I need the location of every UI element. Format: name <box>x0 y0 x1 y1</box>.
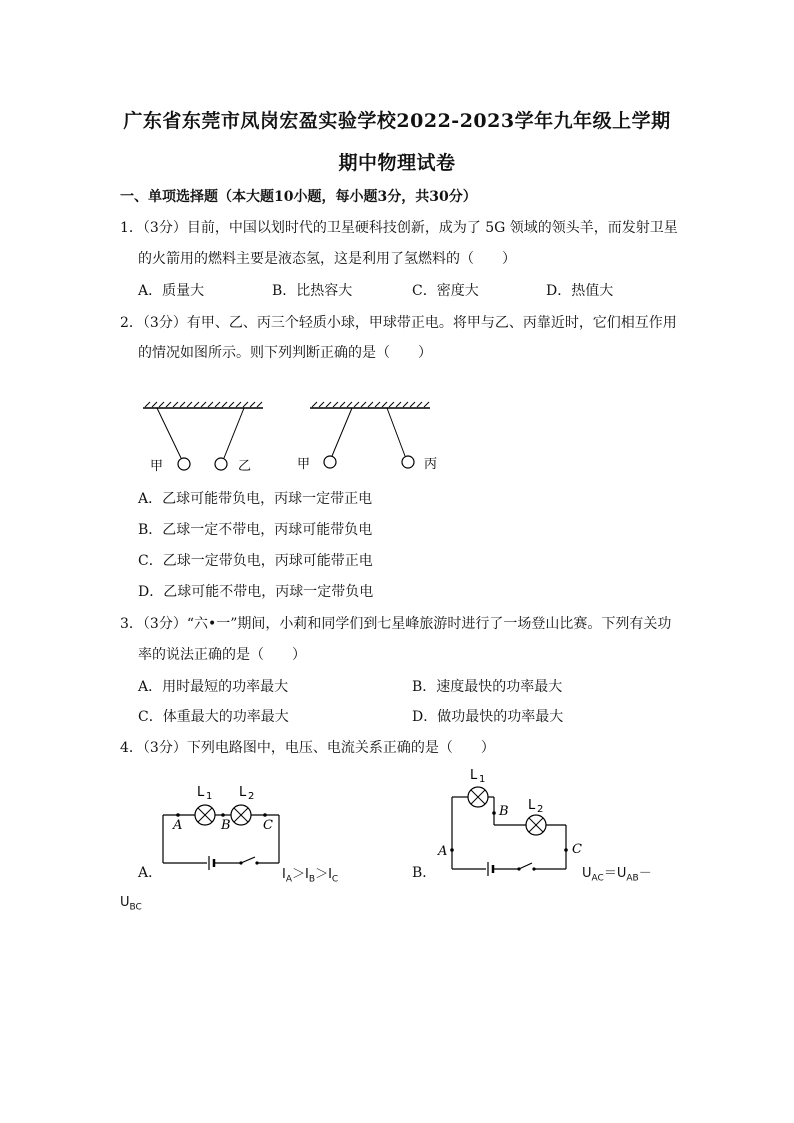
lamp-l1-b <box>468 787 488 807</box>
q3-stem-line2: 率的说法正确的是（ ） <box>138 647 306 663</box>
label-yi: 乙 <box>238 459 252 474</box>
circuit-a-diagram <box>155 775 285 870</box>
lamp-l1 <box>195 805 215 825</box>
point-c-label-b: C <box>572 842 582 857</box>
q1-option-d: D．热值大 <box>546 283 614 299</box>
q2-option-a: A．乙球可能带负电，丙球一定带正电 <box>138 491 373 507</box>
ceiling-right <box>310 402 430 408</box>
l2-label-b: L <box>528 798 536 813</box>
switch-b <box>519 863 532 869</box>
q2-option-b: B．乙球一定不带电，丙球可能带负电 <box>138 522 373 538</box>
q1-stem-line1: 1．（3分）目前，中国以划时代的卫星硬科技创新，成为了 5G 领域的领头羊，而发射卫星 <box>120 220 678 236</box>
l2-sub: 2 <box>248 791 255 802</box>
point-a-label: A <box>173 818 183 833</box>
q4-option-b-label: B． <box>412 865 437 881</box>
q1-option-a: A．质量大 <box>138 283 205 299</box>
ball-jia-right <box>324 456 336 468</box>
circuit-b-diagram <box>430 763 580 878</box>
exam-title-line1: 广东省东莞市凤岗宏盈实验学校2022-2023学年九年级上学期 <box>123 110 671 132</box>
l1-sub: 1 <box>206 791 213 802</box>
l1-label: L <box>197 785 205 800</box>
q3-stem-line1: 3．（3分）“六•一”期间，小莉和同学们到七星峰旅游时进行了一场登山比赛。下列有关功 <box>120 616 672 632</box>
q3-option-d: D．做功最快的功率最大 <box>412 709 564 725</box>
ball-jia-left <box>178 458 190 470</box>
relation-b-part1: $U_{AC}=U_{AB}-$ <box>582 866 652 884</box>
switch <box>241 857 255 863</box>
q2-option-d: D．乙球可能不带电，丙球一定带负电 <box>138 584 374 600</box>
q4-stem-line1: 4．（3分）下列电路图中，电压、电流关系正确的是（ ） <box>120 740 495 756</box>
lamp-l2-b <box>526 815 546 835</box>
label-jia-right: 甲 <box>297 457 311 472</box>
label-bing: 丙 <box>424 457 438 472</box>
label-jia-left: 甲 <box>150 459 164 474</box>
relation-b-part2: $U_{BC}$ <box>120 895 142 913</box>
q1-stem-line2: 的火箭用的燃料主要是液态氢，这是利用了氢燃料的（ ） <box>138 251 516 267</box>
q1-option-c: C．密度大 <box>412 283 479 299</box>
ball-bing <box>402 456 414 468</box>
q2-stem-line1: 2．（3分）有甲、乙、丙三个轻质小球，甲球带正电。将甲与乙、丙靠近时，它们相互作用 <box>120 315 677 331</box>
lamp-l2 <box>231 805 251 825</box>
q2-stem-line2: 的情况如图所示。则下列判断正确的是（ ） <box>138 345 432 361</box>
point-b-label-b: B <box>499 804 509 819</box>
l2-label: L <box>239 785 247 800</box>
ball-yi <box>215 458 227 470</box>
point-c-label: C <box>263 818 273 833</box>
exam-title-line2: 期中物理试卷 <box>338 152 456 174</box>
section-heading: 一、单项选择题（本大题10小题，每小题3分，共30分） <box>120 189 477 205</box>
q1-option-b: B．比热容大 <box>272 283 353 299</box>
q3-option-b: B．速度最快的功率最大 <box>412 679 563 695</box>
point-a-label-b: A <box>438 844 448 859</box>
q4-option-a-label: A． <box>138 865 163 881</box>
l1-label-b: L <box>470 768 478 783</box>
l1-sub-b: 1 <box>479 774 486 785</box>
q3-option-c: C．体重最大的功率最大 <box>138 709 289 725</box>
l2-sub-b: 2 <box>537 804 544 815</box>
point-b-label: B <box>221 818 231 833</box>
ceiling-left <box>143 402 263 408</box>
q3-option-a: A．用时最短的功率最大 <box>138 679 289 695</box>
charged-balls-figure <box>130 395 460 480</box>
q2-option-c: C．乙球一定带负电，丙球可能带正电 <box>138 553 373 569</box>
relation-a: $I_A>I_B>I_C$ <box>282 867 339 885</box>
